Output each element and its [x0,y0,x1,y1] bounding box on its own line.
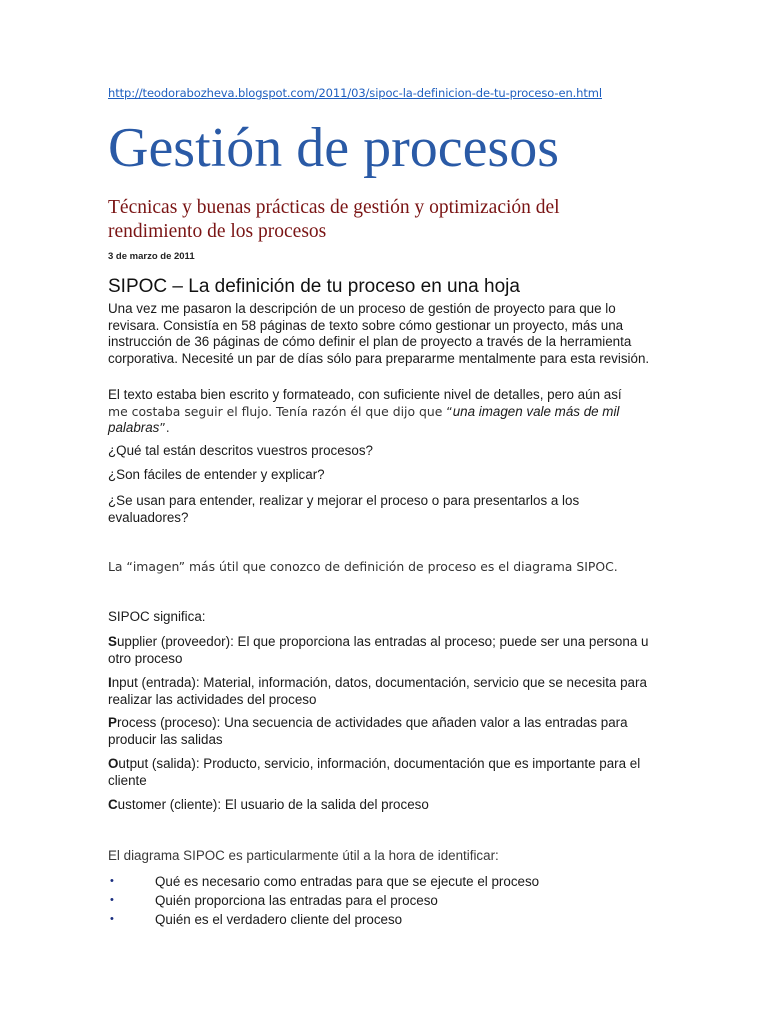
definition-text: rocess (proceso): Una secuencia de actividades que añaden valor a las entradas para producir las salidas [108,715,628,747]
definition-text: upplier (proveedor): El que proporciona las entradas al proceso; puede ser una persona u otro proceso [108,634,649,666]
bullet-icon: • [110,913,114,925]
definition-customer [108,797,658,814]
imagen-sentence: La “imagen” más útil que conozco de definición de proceso es el diagrama SIPOC. [108,559,618,574]
quote-text: una imagen vale más de mil palabras [108,403,620,435]
bullet-icon: • [110,894,114,906]
second-paragraph-end: ”. [159,420,170,435]
definition-text: utput (salida): Producto, servicio, información, documentación que es importante para el cliente [108,756,641,788]
definition-letter: P [108,715,117,730]
list-item [108,872,658,891]
definition-process [108,715,658,748]
definition-supplier [108,634,658,667]
blog-subtitle: Técnicas y buenas prácticas de gestión y optimización del rendimiento de los procesos [108,197,560,242]
source-url-link[interactable]: http://teodorabozheva.blogspot.com/2011/03/sipoc-la-definicion-de-tu-proceso-en.html [108,86,602,100]
second-paragraph-start: El texto estaba bien escrito y formateado, con suficiente nivel de detalles, pero aún así [108,387,622,402]
definition-letter: S [108,634,117,649]
blog-title: Gestión de procesos [108,117,560,179]
second-paragraph [108,387,658,437]
list-item-text: Quién es el verdadero cliente del proceso [155,912,403,927]
useful-intro: El diagrama SIPOC es particularmente útil a la hora de identificar: [108,848,499,863]
post-date: 3 de marzo de 2011 [108,251,195,262]
bullet-icon: • [110,875,114,887]
definition-text: ustomer (cliente): El usuario de la salida del proceso [117,797,429,812]
definition-letter: C [108,797,118,812]
list-item-text: Quién proporciona las entradas para el proceso [155,893,438,908]
definition-text: nput (entrada): Material, información, datos, documentación, servicio que se necesita para realizar las actividades del proceso [108,675,647,707]
definition-letter: I [108,675,112,690]
definition-output [108,756,658,789]
list-item [108,910,658,929]
intro-paragraph: Una vez me pasaron la descripción de un proceso de gestión de proyecto para que lo revisara. Consistía en 58 páginas de texto sobre cómo gestionar un proyecto, más una instrucción de 36 páginas de cómo definir el plan de proyecto a través de la herramienta corporativa. Necesité un par de días sólo para prepararme mentalmente para esta revisión. [108,301,650,366]
list-item [108,891,658,910]
definition-input [108,675,658,708]
post-heading: SIPOC – La definición de tu proceso en una hoja [108,276,520,297]
question-3: ¿Se usan para entender, realizar y mejorar el proceso o para presentarlos a los evaluadores? [108,493,580,525]
question-1: ¿Qué tal están descritos vuestros procesos? [108,443,373,458]
second-paragraph-light: me costaba seguir el flujo. Tenía razón él que dijo que “ [108,403,453,419]
list-item-text: Qué es necesario como entradas para que se ejecute el proceso [155,874,540,889]
definition-letter: O [108,756,119,771]
sipoc-means-label: SIPOC significa: [108,609,206,624]
question-2: ¿Son fáciles de entender y explicar? [108,467,325,482]
bullet-list [108,872,658,929]
